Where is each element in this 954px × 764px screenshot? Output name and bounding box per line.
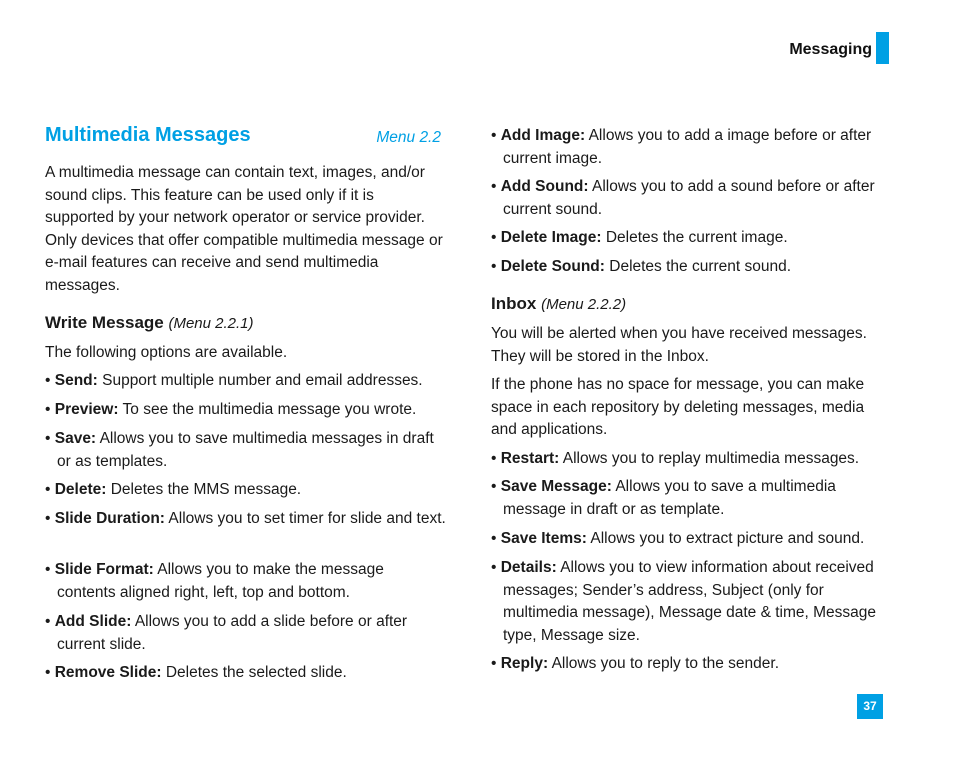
list-item: • Add Slide: Allows you to add a slide before or after current slide. [45,613,408,653]
bullet-text: Allows you to add a image before or after current image. [503,127,872,167]
bullet-term: Add Sound: [500,178,589,195]
bullet-text: Allows you to make the message contents aligned right, left, top and bottom. [57,561,384,601]
inbox-paragraph-1: You will be alerted when you have received messages. They will be stored in the Inbox. [491,325,867,365]
bullet-term: Restart: [500,450,560,467]
list-item: • Add Sound: Allows you to add a sound before or after current sound. [491,178,875,218]
list-item: • Save Items: Allows you to extract picture and sound. [491,530,865,547]
list-item: • Slide Duration: Allows you to set timer for slide and text. [45,510,446,527]
write-message-heading [45,313,254,333]
write-intro: The following options are available. [45,344,288,361]
bullet-text: Allows you to save a multimedia message in draft or as template. [503,478,836,518]
list-item: • Slide Format: Allows you to make the message contents aligned right, left, top and bottom. [45,561,384,601]
bullet-term: Save Items: [500,530,587,547]
bullet-term: Delete Sound: [500,258,605,275]
intro-paragraph: A multimedia message can contain text, images, and/or sound clips. This feature can be used only if it is supported by your network operator or service provider. Only devices that offer compatible multimedia message or e-mail features can receive and send multimedia messages. [45,164,443,294]
bullet-term: Slide Duration: [54,510,165,527]
bullet-term: Reply: [500,655,549,672]
bullet-text: To see the multimedia message you wrote. [122,401,417,418]
bullet-text: Allows you to save multimedia messages in draft or as templates. [57,430,434,470]
page-title: Multimedia Messages [45,124,251,146]
bullet-term: Save: [54,430,97,447]
list-item: • Reply: Allows you to reply to the sender. [491,655,780,672]
bullet-term: Delete: [54,481,107,498]
list-item: • Delete Image: Deletes the current image. [491,229,788,246]
bullet-term: Save Message: [500,478,612,495]
bullet-term: Add Slide: [54,613,132,630]
list-item: • Save: Allows you to save multimedia messages in draft or as templates. [45,430,434,470]
bullet-text: Deletes the current sound. [609,258,792,275]
bullet-text: Support multiple number and email addresses. [102,372,423,389]
bullet-term: Send: [54,372,98,389]
list-item: • Delete: Deletes the MMS message. [45,481,302,498]
bullet-term: Remove Slide: [54,664,162,681]
bullet-term: Add Image: [500,127,586,144]
section-header: Messaging [789,41,872,58]
list-item: • Details: Allows you to view information about received messages; Sender’s address, Subject (only for multimedia message), Message date & time, Message type, Message size. [491,559,877,644]
bullet-term: Preview: [54,401,119,418]
inbox-heading-text: Inbox [491,294,537,313]
title-row [45,124,441,154]
bullet-term: Details: [500,559,557,576]
list-item: • Delete Sound: Deletes the current sound. [491,258,792,275]
bullet-term: Slide Format: [54,561,154,578]
bullet-text: Allows you to add a slide before or after current slide. [57,613,408,653]
list-item: • Save Message: Allows you to save a multimedia message in draft or as template. [491,478,836,518]
bullet-text: Allows you to view information about received messages; Sender’s address, Subject (only for multimedia message), Message date & time, Message type, Message size. [503,559,877,644]
list-item: • Send: Support multiple number and email addresses. [45,372,423,389]
bullet-text: Allows you to extract picture and sound. [590,530,865,547]
bullet-text: Deletes the MMS message. [110,481,302,498]
list-item: • Add Image: Allows you to add a image before or after current image. [491,127,872,167]
bullet-text: Allows you to replay multimedia messages. [562,450,860,467]
inbox-menu-ref: (Menu 2.2.2) [541,296,627,313]
page-number-badge: 37 [857,694,883,719]
list-item: • Remove Slide: Deletes the selected slide. [45,664,347,681]
bullet-text: Allows you to add a sound before or after current sound. [503,178,875,218]
bullet-text: Allows you to reply to the sender. [551,655,780,672]
bullet-text: Allows you to set timer for slide and text. [168,510,446,527]
bullet-term: Delete Image: [500,229,602,246]
list-item: • Restart: Allows you to replay multimedia messages. [491,450,860,467]
title-menu-ref: Menu 2.2 [376,129,441,146]
write-heading-text: Write Message [45,313,164,332]
bullet-text: Deletes the selected slide. [165,664,347,681]
list-item: • Preview: To see the multimedia message you wrote. [45,401,417,418]
inbox-heading [491,294,626,314]
header-accent-bar [876,32,889,64]
bullet-text: Deletes the current image. [605,229,788,246]
write-menu-ref: (Menu 2.2.1) [168,315,254,332]
inbox-paragraph-2: If the phone has no space for message, you can make space in each repository by deleting messages, media and applications. [491,376,865,438]
